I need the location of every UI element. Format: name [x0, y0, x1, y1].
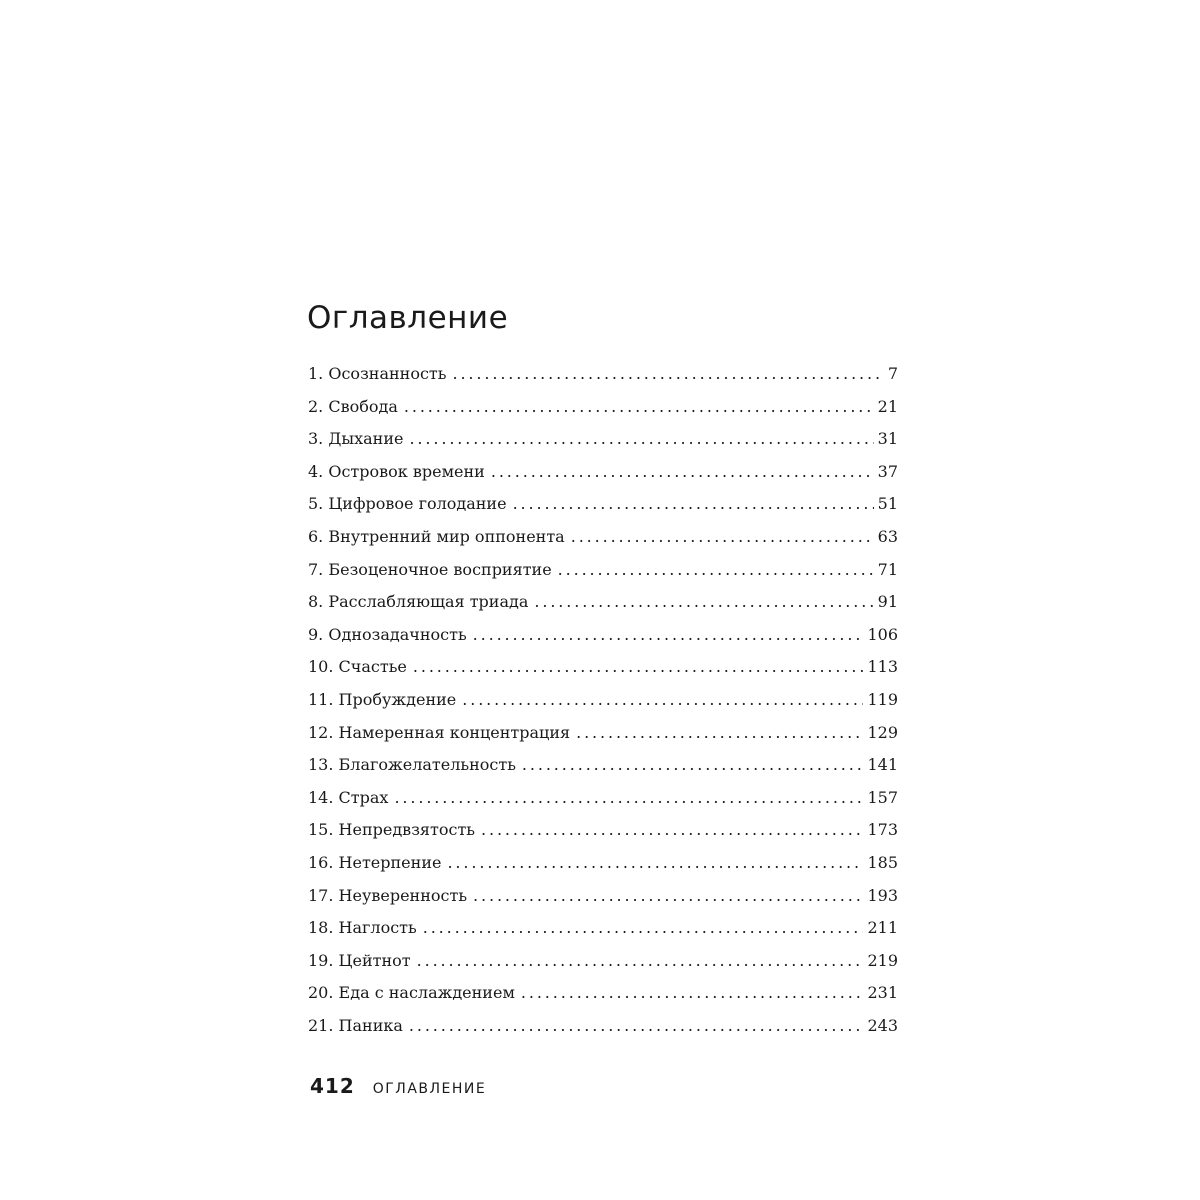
toc-entry-page: 185: [867, 852, 898, 872]
footer-running-head: ОГЛАВЛЕНИЕ: [372, 1081, 487, 1097]
dot-leader: [423, 918, 864, 937]
toc-entry-label: 6. Внутренний мир оппонента: [308, 526, 565, 546]
toc-entry-label: 11. Пробуждение: [308, 689, 457, 709]
toc-entry: [308, 983, 898, 1016]
dot-leader: [473, 886, 863, 905]
dot-leader: [417, 951, 864, 970]
toc-entry-label: 3. Дыхание: [308, 429, 404, 449]
toc-entry-label: 1. Осознанность: [308, 364, 447, 383]
dot-leader: [534, 592, 873, 611]
toc-title: Оглавление: [307, 300, 509, 336]
toc-entry-page: 141: [867, 755, 898, 775]
toc-entry-page: 173: [867, 820, 898, 840]
toc-entry-label: 7. Безоценочное восприятие: [308, 559, 552, 579]
toc-entry: [308, 820, 898, 853]
toc-entry-page: 119: [867, 689, 898, 709]
toc-entry-label: 19. Цейтнот: [308, 950, 411, 970]
dot-leader: [394, 788, 863, 807]
toc-entry: [308, 560, 898, 593]
toc-entry-page: 7: [887, 364, 898, 383]
toc-entry: [308, 657, 898, 690]
dot-leader: [521, 983, 864, 1002]
toc-entry-label: 9. Однозадачность: [308, 624, 467, 644]
toc-entry-page: 211: [867, 918, 898, 938]
toc-entry: [308, 723, 898, 756]
toc-entry-page: 51: [877, 494, 898, 514]
toc-entry-label: 4. Островок времени: [308, 461, 485, 481]
toc-entry: [308, 397, 898, 430]
dot-leader: [481, 820, 863, 839]
toc-entry-label: 18. Наглость: [308, 918, 417, 938]
toc-entry: [308, 951, 898, 984]
toc-entry: [308, 462, 898, 495]
toc-entry-page: 31: [877, 429, 898, 449]
toc-entry: [308, 853, 898, 886]
toc-list: [308, 364, 898, 1048]
page-footer: [310, 1074, 486, 1098]
toc-entry-label: 8. Расслабляющая триада: [308, 592, 529, 612]
toc-entry: [308, 886, 898, 919]
toc-entry: [308, 918, 898, 951]
toc-entry-page: 193: [867, 885, 898, 905]
toc-entry: [308, 429, 898, 462]
toc-entry-label: 12. Намеренная концентрация: [308, 722, 571, 742]
toc-entry: [308, 494, 898, 527]
toc-entry-label: 16. Нетерпение: [308, 852, 442, 872]
dot-leader: [491, 462, 874, 481]
toc-entry-page: 71: [877, 559, 898, 579]
dot-leader: [576, 723, 863, 742]
dot-leader: [413, 657, 864, 676]
toc-entry-page: 243: [867, 1015, 898, 1035]
dot-leader: [513, 494, 874, 513]
dot-leader: [462, 690, 863, 709]
dot-leader: [571, 527, 874, 546]
toc-entry-page: 113: [867, 657, 898, 677]
toc-entry-page: 63: [877, 526, 898, 546]
toc-entry-page: 231: [867, 983, 898, 1003]
dot-leader: [473, 625, 864, 644]
dot-leader: [522, 755, 864, 774]
toc-entry: [308, 690, 898, 723]
toc-entry-label: 15. Непредвзятость: [308, 820, 476, 840]
dot-leader: [409, 1016, 864, 1035]
toc-entry-label: 20. Еда с наслаждением: [308, 983, 515, 1003]
toc-entry-label: 13. Благожелательность: [308, 755, 516, 775]
toc-entry-label: 14. Страх: [308, 787, 389, 807]
toc-entry-label: 21. Паника: [308, 1015, 403, 1035]
toc-entry-label: 5. Цифровое голодание: [308, 494, 507, 514]
toc-entry-label: 10. Счастье: [308, 657, 407, 677]
dot-leader: [404, 397, 874, 416]
toc-entry-page: 129: [867, 722, 898, 742]
toc-entry: [308, 625, 898, 658]
toc-entry-page: 219: [867, 950, 898, 970]
toc-entry-page: 91: [877, 592, 898, 612]
footer-page-number: 412: [310, 1074, 355, 1098]
toc-entry: [308, 592, 898, 625]
toc-entry: [308, 755, 898, 788]
dot-leader: [447, 853, 863, 872]
toc-entry: [308, 788, 898, 821]
toc-entry-page: 106: [867, 624, 898, 644]
toc-entry-label: 17. Неуверенность: [308, 885, 468, 905]
toc-entry: [308, 527, 898, 560]
toc-entry: [308, 1016, 898, 1049]
toc-entry-label: 2. Свобода: [308, 396, 398, 416]
toc-entry-page: 157: [867, 787, 898, 807]
toc-entry-page: 21: [877, 396, 898, 416]
dot-leader: [558, 560, 874, 579]
dot-leader: [452, 364, 883, 383]
dot-leader: [409, 429, 873, 448]
toc-entry-page: 37: [877, 461, 898, 481]
toc-entry: [308, 364, 898, 397]
